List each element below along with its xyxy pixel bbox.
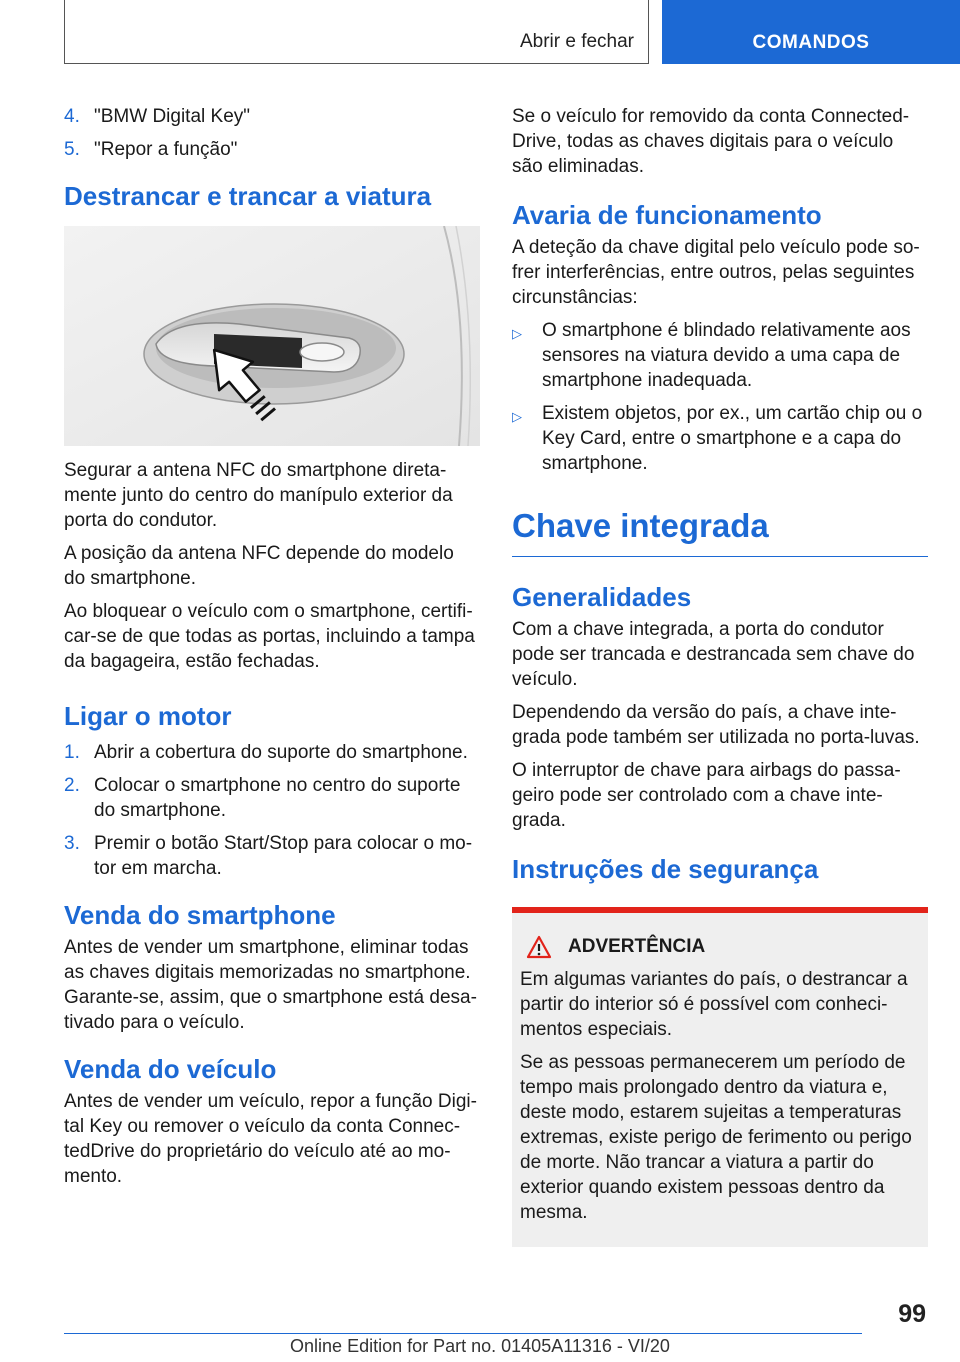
list-text: "Repor a função" [94, 139, 238, 160]
heading-unlock-lock: Destrancar e trancar a viatura [64, 181, 432, 211]
warning-paragraph-2: Se as pessoas permanecerem um período de tempo mais prolongado dentro da viatura e, deste modo, estarem sujeitas a temperaturas extremas, existe perigo de ferimento ou perigo de morte. Não trancar a viatura a partir do exterior quando existem pessoas dentro da mesma. [520, 1052, 912, 1223]
list-number: 4. [64, 106, 80, 127]
door-handle-illustration [64, 226, 480, 446]
header-tab-comandos[interactable] [662, 0, 960, 64]
unlock-paragraph-1: Segurar a antena NFC do smartphone diretamente junto do centro do manípulo exterior da porta do condutor. [64, 460, 453, 531]
general-paragraph-3: O interruptor de chave para airbags do passageiro pode ser controlado com a chave integrada. [512, 760, 901, 831]
general-paragraph-1: Com a chave integrada, a porta do condutor pode ser trancada e destrancada sem chave do veículo. [512, 619, 915, 690]
heading-sell-vehicle: Venda do veículo [64, 1054, 277, 1084]
page-number: 99 [898, 1300, 926, 1328]
unlock-paragraph-3: Ao bloquear o veículo com o smartphone, certificar-se de que todas as portas, incluindo a tampa da bagageira, estão fechadas. [64, 601, 475, 672]
list-text: Premir o botão Start/Stop para colocar o motor em marcha. [94, 833, 473, 879]
header-tab-label: COMANDOS [752, 32, 870, 53]
door-handle-figure [64, 226, 480, 446]
footer-divider [64, 1333, 862, 1334]
unlock-paragraph-2: A posição da antena NFC depende do modelo do smartphone. [64, 543, 454, 589]
heading-general: Generalidades [512, 582, 692, 612]
header-section-title: Abrir e fechar [519, 31, 634, 52]
heading-malfunction: Avaria de funcionamento [512, 200, 822, 230]
heading-divider [512, 556, 928, 557]
triangle-bullet-icon: ▷ [512, 326, 522, 341]
warning-paragraph-1: Em algumas variantes do país, o destrancar a partir do interior só é possível com conhecimentos especiais. [520, 969, 908, 1040]
warning-title: ADVERTÊNCIA [568, 936, 706, 957]
bullet-text: O smartphone é blindado relativamente aos sensores na viatura devido a uma capa de smartphone inadequada. [542, 320, 911, 391]
list-item [64, 773, 480, 823]
general-paragraph-2: Dependendo da versão do país, a chave integrada pode também ser utilizada no porta-luvas. [512, 702, 920, 748]
list-item [64, 104, 480, 129]
menu-list-continued [64, 104, 480, 162]
triangle-bullet-icon: ▷ [512, 409, 522, 424]
heading-integrated-key: Chave integrada [512, 507, 769, 544]
list-text: Colocar o smartphone no centro do suporte do smartphone. [94, 775, 461, 821]
warning-box [512, 907, 928, 1247]
bullet-text: Existem objetos, por ex., um cartão chip ou o Key Card, entre o smartphone e a capa do smartphone. [542, 403, 923, 474]
sell-smartphone-paragraph: Antes de vender um smartphone, eliminar todas as chaves digitais memorizadas no smartphone. Garante-se, assim, que o smartphone está desativado para o veículo. [64, 937, 477, 1033]
sell-vehicle-paragraph: Antes de vender um veículo, repor a função Digital Key ou remover o veículo da conta ConnectedDrive do proprietário do veículo até ao momento. [64, 1091, 477, 1187]
list-item [512, 318, 928, 393]
list-item [64, 831, 480, 881]
list-number: 3. [64, 833, 80, 854]
list-text: Abrir a cobertura do suporte do smartphone. [94, 742, 468, 763]
header-section-box [64, 0, 649, 64]
list-number: 1. [64, 742, 80, 763]
connecteddrive-paragraph: Se o veículo for removido da conta ConnectedDrive, todas as chaves digitais para o veículo são eliminadas. [512, 106, 910, 177]
malfunction-bullets [512, 318, 928, 476]
warning-header [520, 935, 920, 959]
heading-safety: Instruções de segurança [512, 854, 819, 884]
malfunction-paragraph: A deteção da chave digital pelo veículo pode sofrer interferências, entre outros, pelas seguintes circunstâncias: [512, 237, 920, 308]
list-item [64, 740, 480, 765]
list-text: "BMW Digital Key" [94, 106, 251, 127]
list-number: 5. [64, 139, 80, 160]
engine-steps-list [64, 740, 480, 881]
list-item [512, 401, 928, 476]
list-number: 2. [64, 775, 80, 796]
left-column [64, 104, 480, 1197]
footer-edition: Online Edition for Part no. 01405A11316 - VI/20 [290, 1336, 670, 1356]
heading-sell-smartphone: Venda do smartphone [64, 900, 336, 930]
right-column [512, 104, 928, 1247]
warning-triangle-icon [526, 935, 552, 959]
list-item [64, 137, 480, 162]
heading-start-engine: Ligar o motor [64, 701, 232, 731]
